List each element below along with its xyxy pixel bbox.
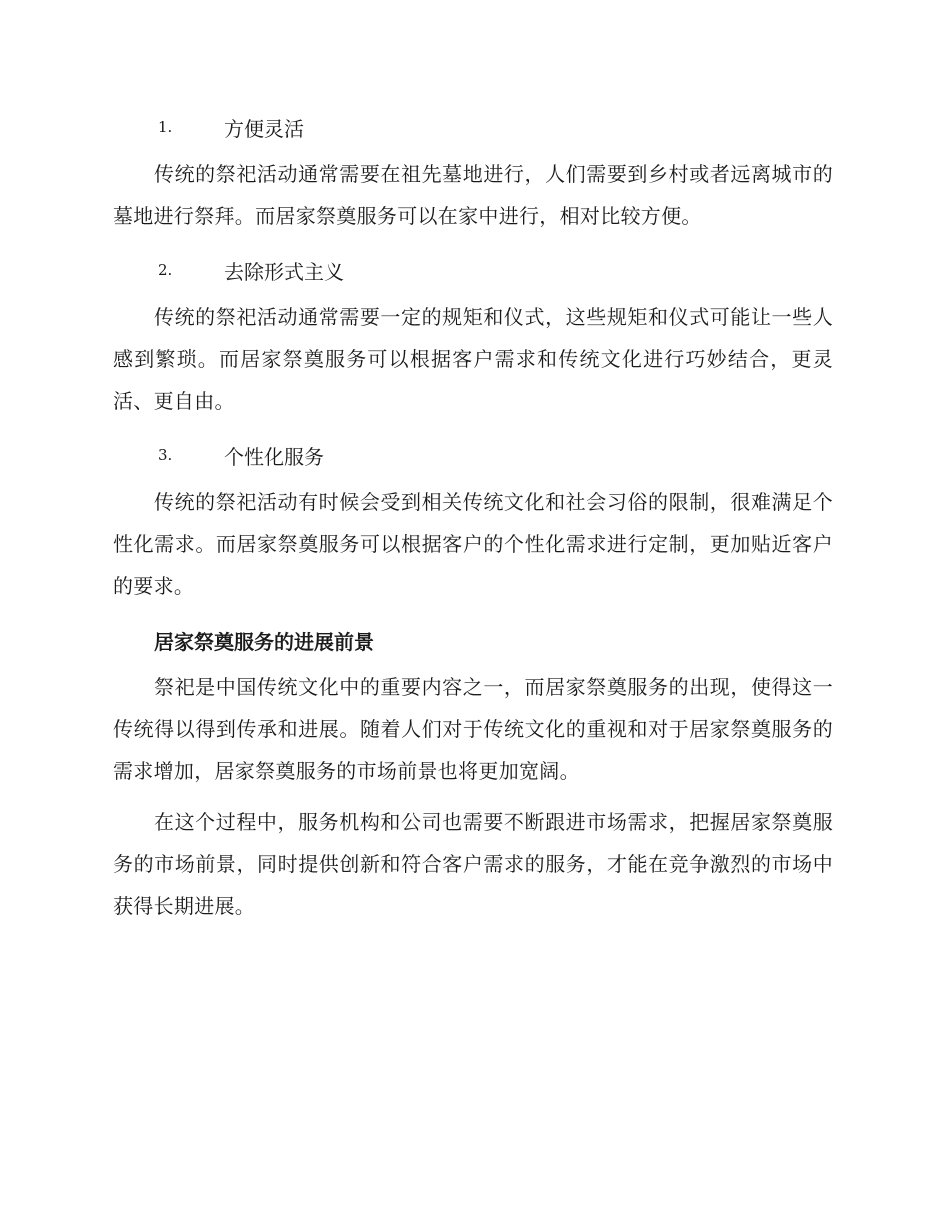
paragraph: 传统的祭祀活动通常需要一定的规矩和仪式，这些规矩和仪式可能让一些人感到繁琐。而居家祭奠服务可以根据客户需求和传统文化进行巧妙结合，更灵活、更自由。 [113, 305, 833, 413]
list-item-heading [113, 431, 833, 479]
list-title: 方便灵活 [224, 116, 304, 141]
document-page [113, 103, 833, 936]
list-item-heading [113, 246, 833, 294]
list-title: 去除形式主义 [224, 259, 344, 284]
list-title: 个性化服务 [224, 444, 324, 469]
list-number: 3. [158, 446, 173, 464]
paragraph: 传统的祭祀活动有时候会受到相关传统文化和社会习俗的限制，很难满足个性化需求。而居家祭奠服务可以根据客户的个性化需求进行定制，更加贴近客户的要求。 [113, 490, 833, 598]
section-heading: 居家祭奠服务的进展前景 [154, 629, 374, 654]
paragraph: 在这个过程中，服务机构和公司也需要不断跟进市场需求，把握居家祭奠服务的市场前景，同时提供创新和符合客户需求的服务，才能在竞争激烈的市场中获得长期进展。 [113, 810, 833, 918]
list-number: 1. [158, 118, 173, 136]
list-number: 2. [158, 261, 173, 279]
list-item-heading [113, 103, 833, 151]
paragraph: 传统的祭祀活动通常需要在祖先墓地进行，人们需要到乡村或者远离城市的墓地进行祭拜。而居家祭奠服务可以在家中进行，相对比较方便。 [113, 162, 833, 228]
paragraph: 祭祀是中国传统文化中的重要内容之一，而居家祭奠服务的出现，使得这一传统得以得到传承和进展。随着人们对于传统文化的重视和对于居家祭奠服务的需求增加，居家祭奠服务的市场前景也将更加宽阔。 [113, 675, 833, 783]
